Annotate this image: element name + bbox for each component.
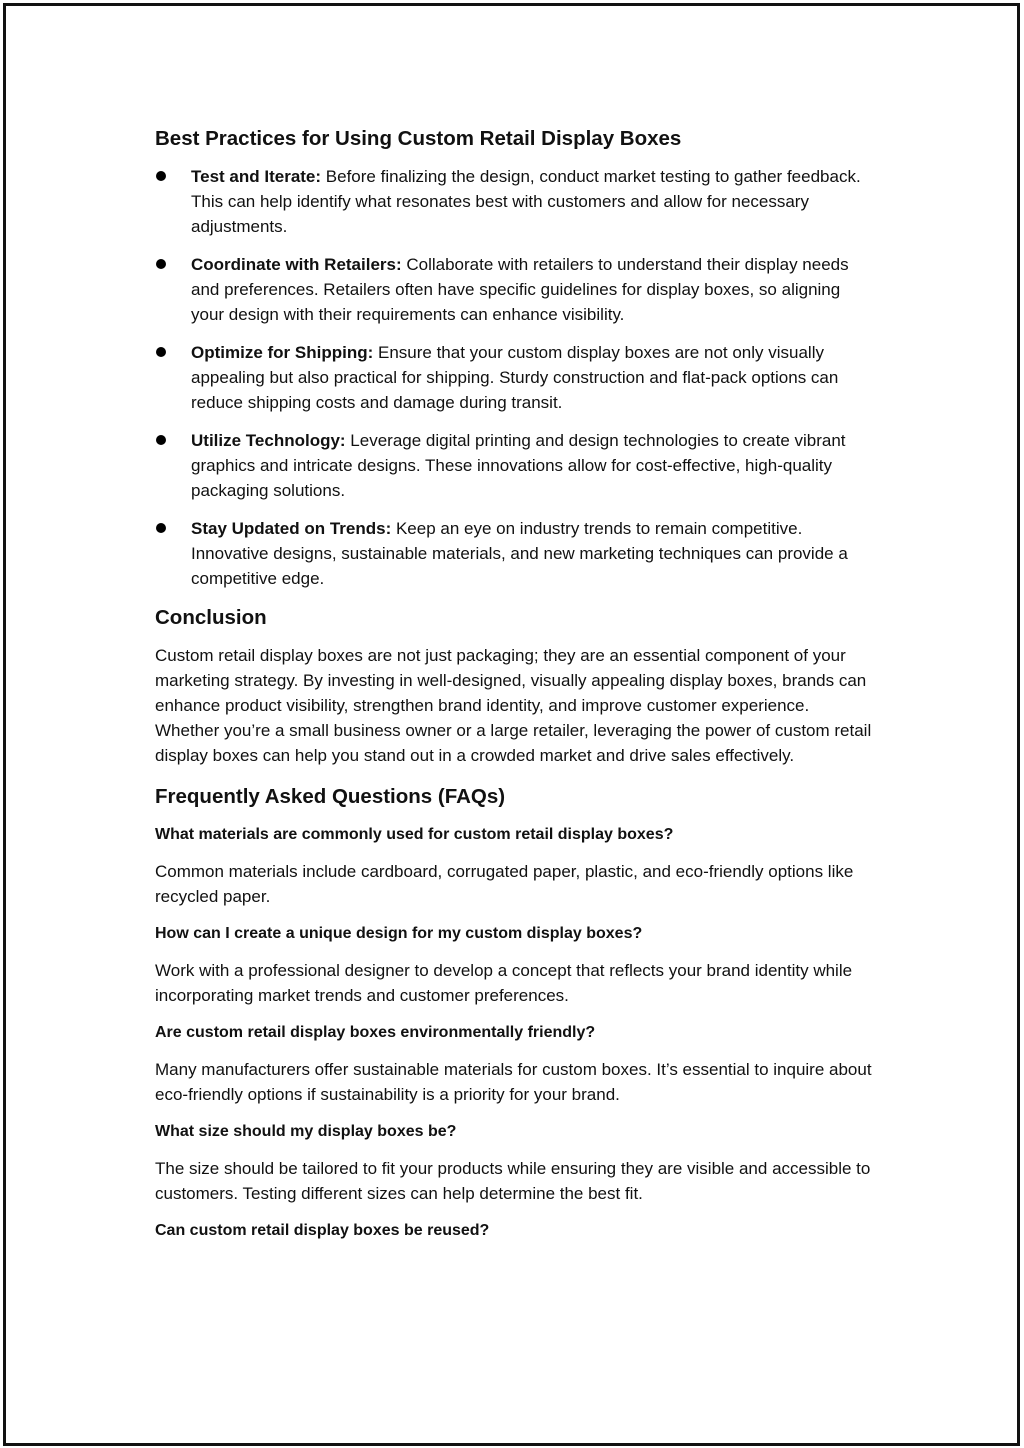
- document-body: [155, 124, 875, 1255]
- faq-answer: Work with a professional designer to develop a concept that reflects your brand identity while incorporating market trends and customer preferences.: [155, 961, 853, 1005]
- faq-question: What materials are commonly used for custom retail display boxes?: [155, 826, 674, 843]
- faq-question: Are custom retail display boxes environmentally friendly?: [155, 1024, 596, 1041]
- best-practices-heading: Best Practices for Using Custom Retail Display Boxes: [155, 127, 682, 150]
- faq-answer: Many manufacturers offer sustainable materials for custom boxes. It’s essential to inquire about eco-friendly options if sustainability is a priority for your brand.: [155, 1060, 872, 1104]
- bullet-icon: [156, 435, 166, 445]
- list-item-term: Coordinate with Retailers:: [191, 255, 402, 274]
- conclusion-heading: Conclusion: [155, 606, 267, 629]
- faq-answer: The size should be tailored to fit your products while ensuring they are visible and accessible to customers. Testing different sizes can help determine the best fit.: [155, 1159, 871, 1203]
- list-item-text: Collaborate with retailers to understand their display needs and preferences. Retailers often have specific guidelines for display boxes, so aligning your design with their requirements can enhance visibility.: [191, 255, 849, 324]
- list-item-text: Ensure that your custom display boxes are not only visually appealing but also practical for shipping. Sturdy construction and flat-pack options can reduce shipping costs and damage during transit.: [191, 343, 839, 412]
- best-practices-list: [155, 164, 875, 591]
- list-item-term: Stay Updated on Trends:: [191, 519, 392, 538]
- list-item-text: Leverage digital printing and design technologies to create vibrant graphics and intricate designs. These innovations allow for cost-effective, high-quality packaging solutions.: [191, 431, 846, 500]
- bullet-icon: [156, 347, 166, 357]
- conclusion-paragraph: Custom retail display boxes are not just packaging; they are an essential component of your marketing strategy. By investing in well-designed, visually appealing display boxes, brands can enhance product visibility, strengthen brand identity, and improve customer experience. Whether you’re a small business owner or a large retailer, leveraging the power of custom retail display boxes can help you stand out in a crowded market and drive sales effectively.: [155, 646, 872, 765]
- bullet-icon: [156, 171, 166, 181]
- list-item: [155, 252, 875, 327]
- list-item-term: Utilize Technology:: [191, 431, 346, 450]
- faq-heading: Frequently Asked Questions (FAQs): [155, 785, 506, 808]
- bullet-icon: [156, 523, 166, 533]
- faq-question: Can custom retail display boxes be reused?: [155, 1222, 490, 1239]
- list-item-term: Optimize for Shipping:: [191, 343, 374, 362]
- faq-answer: Common materials include cardboard, corrugated paper, plastic, and eco-friendly options like recycled paper.: [155, 862, 854, 906]
- faq-question: What size should my display boxes be?: [155, 1123, 457, 1140]
- list-item: [155, 516, 875, 591]
- list-item: [155, 164, 875, 239]
- faq-question: How can I create a unique design for my custom display boxes?: [155, 925, 643, 942]
- list-item-term: Test and Iterate:: [191, 167, 322, 186]
- list-item-text: Keep an eye on industry trends to remain competitive. Innovative designs, sustainable materials, and new marketing techniques can provide a competitive edge.: [191, 519, 848, 588]
- list-item: [155, 340, 875, 415]
- list-item-text: Before finalizing the design, conduct market testing to gather feedback. This can help identify what resonates best with customers and allow for necessary adjustments.: [191, 167, 861, 236]
- bullet-icon: [156, 259, 166, 269]
- list-item: [155, 428, 875, 503]
